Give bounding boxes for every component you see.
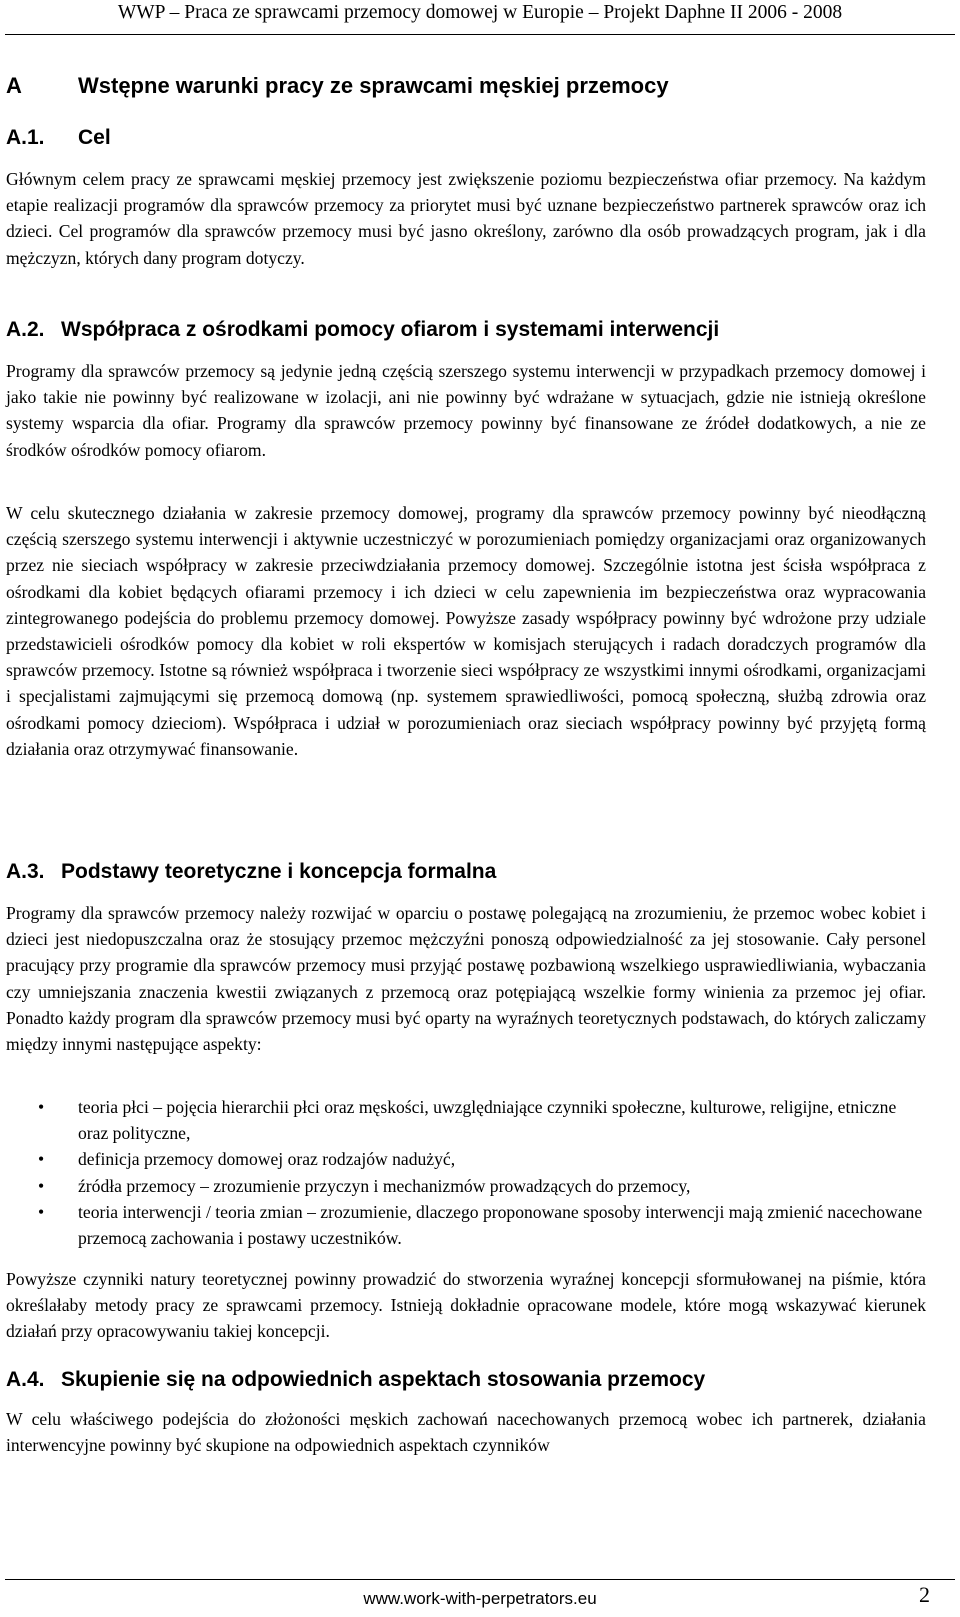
section-a1-heading	[6, 124, 956, 154]
section-a3-title: Podstawy teoretyczne i koncepcja formalna	[61, 860, 497, 883]
list-item-text: definicja przemocy domowej oraz rodzajów nadużyć,	[78, 1149, 456, 1170]
section-a1-paragraph: Głównym celem pracy ze sprawcami męskiej przemocy jest zwiększenie poziomu bezpieczeństwa ofiar przemocy. Na każdym etapie realizacji programów dla sprawców przemocy za priorytet musi być uznane bezpieczeństwo partnerek sprawców oraz ich dzieci. Cel programów dla sprawców przemocy musi być jasno określony, zarówno dla osób prowadzących program, jak i dla mężczyzn, których dany program dotyczy.	[6, 169, 926, 268]
section-a3-number: A.3.	[6, 860, 45, 883]
section-a4-paragraph: W celu właściwego podejścia do złożoności męskich zachowań nacechowanych przemocą wobec ich partnerek, działania interwencyjne powinny być skupione na odpowiednich aspektach czynników	[6, 1409, 926, 1456]
footer-url: www.work-with-perpetrators.eu	[363, 1589, 597, 1608]
list-item-text: teoria płci – pojęcia hierarchii płci oraz męskości, uwzględniające czynniki społeczne, kulturowe, religijne, etniczne oraz polityczne,	[78, 1097, 897, 1144]
bullet-icon: •	[38, 1097, 45, 1117]
running-header: WWP – Praca ze sprawcami przemocy domowej w Europie – Projekt Daphne II 2006 - 2008	[117, 2, 843, 23]
section-a2-paragraph-1: Programy dla sprawców przemocy są jedynie jedną częścią szerszego systemu interwencji w przypadkach przemocy domowej i jako takie nie powinny być realizowane w izolacji, ani nie powinny być wdrażane w sytuacjach, gdzie nie istnieją określone systemy wsparcia dla ofiar. Programy dla sprawców przemocy powinny być finansowane ze źródeł dodatkowych, a nie ze środków ośrodków pomocy ofiarom.	[6, 361, 926, 460]
section-a2-title: Współpraca z ośrodkami pomocy ofiarom i systemami interwencji	[61, 318, 720, 341]
section-a3-paragraph-2: Powyższe czynniki natury teoretycznej powinny prowadzić do stworzenia wyraźnej koncepcji sformułowanej na piśmie, która określałaby metody pracy ze sprawcami przemocy. Istnieją dokładnie opracowane modele, które mogą wskazywać kierunek działań przy opracowywaniu takiej koncepcji.	[6, 1269, 926, 1342]
list-item-text: źródła przemocy – zrozumienie przyczyn i mechanizmów prowadzących do przemocy,	[78, 1175, 691, 1196]
theory-aspects-list	[6, 1094, 926, 1251]
section-a1-title: Cel	[78, 126, 111, 149]
section-a4-title: Skupienie się na odpowiednich aspektach stosowania przemocy	[61, 1368, 706, 1391]
bullet-icon: •	[38, 1201, 45, 1222]
section-a2-number: A.2.	[6, 318, 45, 341]
section-a4-heading	[6, 1366, 956, 1396]
section-a2-heading	[6, 316, 956, 346]
section-a-number: A	[6, 73, 22, 98]
section-a3-paragraph-1: Programy dla sprawców przemocy należy rozwijać w oparciu o postawę polegającą na zrozumieniu, że przemoc wobec kobiet i dzieci jest niedopuszczalna oraz że stosujący przemoc mężczyźni ponoszą odpowiedzialność za jej stosowanie. Cały personel pracujący przy programie dla sprawców przemocy musi przyjąć postawę pozbawioną wszelkiego usprawiedliwiania, wybaczania czy umniejszania znaczenia kwestii związanych z przemocą oraz potępiającą wszelkie formy winienia za przemoc jej ofiar. Ponadto każdy program dla sprawców przemocy musi być oparty na wyraźnych teoretycznych podstawach, do których zaliczamy między innymi następujące aspekty:	[6, 903, 926, 1055]
list-item	[6, 1146, 926, 1172]
page-number: 2	[919, 1582, 930, 1607]
bullet-icon: •	[38, 1175, 45, 1196]
list-item	[6, 1173, 926, 1199]
section-a1-number: A.1.	[6, 126, 45, 149]
footer-divider	[5, 1579, 955, 1580]
section-a3-heading	[6, 858, 956, 888]
section-a4-number: A.4.	[6, 1368, 45, 1391]
list-item	[6, 1199, 926, 1251]
section-a-heading	[0, 72, 960, 106]
section-a-title: Wstępne warunki pracy ze sprawcami męskiej przemocy	[78, 73, 669, 98]
section-a2-paragraph-2: W celu skutecznego działania w zakresie przemocy domowej, programy dla sprawców przemocy powinny być nieodłączną częścią szerszego systemu interwencji i aktywnie uczestniczyć w porozumieniach pomiędzy organizacjami oraz organizowanych przez nie sieciach współpracy w zakresie przeciwdziałania przemocy domowej. Szczególnie istotna jest ścisła współpraca z ośrodkami dla kobiet będących ofiarami przemocy i ich dzieci w celu zapewnienia im bezpieczeństwa oraz wypracowania zintegrowanego podejścia do problemu przemocy domowej. Powyższe zasady współpracy powinny być wdrożone przy udziale przedstawicieli ośrodków pomocy dla kobiet w roli ekspertów w komisjach sterujących i radach doradczych programów dla sprawców przemocy. Istotne są również współpraca i tworzenie sieci współpracy ze wszystkimi innymi ośrodkami, organizacjami i specjalistami zajmującymi się przemocą domową (np. systemem sprawiedliwości, pomocą społeczną, służbą zdrowia oraz ośrodkami pomocy dzieciom). Współpraca i udział w porozumieniach oraz sieciach współpracy powinny być przyjętą formą działania oraz otrzymywać finansowanie.	[6, 503, 926, 759]
bullet-icon: •	[38, 1149, 45, 1170]
list-item-text: teoria interwencji / teoria zmian – zrozumienie, dlaczego proponowane sposoby interwencji mają zmienić nacechowane przemocą zachowania i postawy uczestników.	[78, 1201, 923, 1249]
list-item	[6, 1094, 926, 1146]
header-divider	[5, 34, 955, 35]
